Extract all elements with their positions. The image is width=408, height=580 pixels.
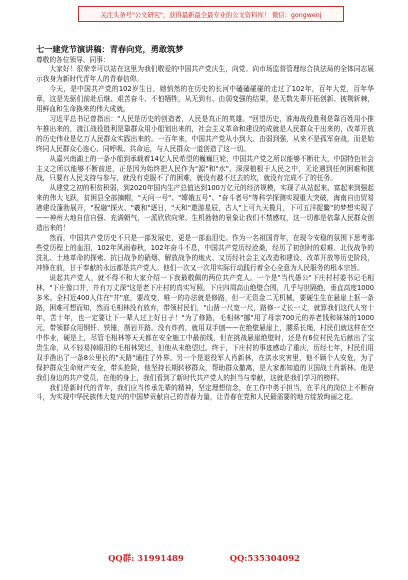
paragraph: 从嘉兴南湖上的一条小船到承载着14亿人民希望的巍巍巨轮，中国共产党之所以能够不断壮大，中国特色社会主义之所以能够不断前进，正是因为始终把人民作为"源"和"水"，深深植根于人民之中，无论遇到任何困难和挑战，只要有人民支持与参与，就没有克服不了的困难，就没有越不过去的坎，就没有完成不了的任务。 — [36, 154, 374, 183]
paragraph: 今天，是中国共产党的102岁生日，她悄然的在历史的长河中磕磕碰碰的走过了102年，百年大党，百年华章，这是先驱们前赴后继、艰苦奋斗、不怕牺牲，从无到有、由弱变强的结果，是无数先辈开拓创新、披荆斩棘，用鲜血和生命换来的伟大成就。 — [36, 84, 374, 113]
paragraph: 大家好！很荣幸可以站在这里为我们敬爱的中国共产党庆生，向党、向市场监督管理综合执法局的全体同志展示我身为新时代青年人的青春信仰。 — [36, 65, 374, 83]
paragraph: 我们是新时代的青年，我们应当传承先辈的精神，坚定理想信念，在工作中勇于担当，在平凡的岗位上不断奋斗，为实现中华民族伟大复兴的中国梦贡献自己的青春力量，让青春在党和人民最需要的地方绽放绚丽之花。 — [36, 383, 374, 402]
footer-qq-group[interactable]: QQ群: 31991489 — [108, 553, 184, 563]
salutation: 尊敬的各位领导、同事： — [36, 56, 110, 64]
paragraph: 从建党之初的积贫积弱，到2020年国内生产总值达到100万亿元的经济规模，实现了从站起来、富起来到强起来的伟大飞跃，贫困县全部摘帽，"天问一号"、"嫦娥五号"、"奋斗者号"等科学探测实现重大突破，海南自由贸易港建设蓬勃展开，"祝融"探火、"羲和"逐日，"天和"遨游星辰，古人"上可九天揽月，下可五洋捉鳖"的梦想实现了——神州大地自信自强、充满朝气，一派欣欣向荣、生机勃勃的景象让我们不禁感叹，这一切都是依靠人民群众创造出来的！ — [36, 184, 374, 233]
paragraph: 习近平总书记曾指出："人民是历史的创造者，人民是真正的英雄。"回望历史，准海战役胜利是靠百姓用小推车推出来的，渡江战役胜利是靠群众用小船划出来的，社会主义革命和建设的成就是人民群众干出来的，改革开放的历史伟业是亿万人民群众实践出来的。一百年来，中国共产党从小到大、由弱到强，从来不是孤军奋战，而是始终同人民群众心连心、同呼吸、共命运，与人民群众一道创造了这一切。 — [36, 114, 374, 153]
paragraph: 说起共产党人，就不得不和大家介绍一下我最敬佩的两位共产党人。一个是"当代愚公"下庄村村委书记毛相林，"下庄像口井，井有万丈深"这是老下庄村的真实写照。下庄四周高山绝壁合围，几乎与世隔绝，垂直高度1000多米。全村近400人住在"井"底，要改变，唯一的办法就是修路，但一无资金二无机械，要硬生生在悬崖上抠一条路，困难可想而知，然而毛相林没有放弃，带领村民们，"山凿一尺宽一尺，路修一丈长一丈，就算我们这代人穷十年，苦十年，也一定要让下一辈人过上好日子！"为了修路，毛相林"挪"用了母亲700元的养老钱和妹妹的1000元，带领群众用钢钎、铁锤，凿岩开路。没有炸药，就用双手刨——在绝壁悬崖上，腰系长绳，村民们就这样在空中作业，硬是上，尽管毛相林等天天都在安全施工中最前线，但在挑战悬崖绝壁时，还是有6位村民先后献出了宝贵生命，从不轻易掉眼泪的毛相林哭过，但他从未绝望过。终于，下庄村的事迹感动了重庆，历经七年，村民们用双手凿出了一条8公里长的"天路"通往了外界。另一个是退役军人肖新林，在洪水灾害里，他不顾个人安危，为了保护群众生命财产安全，带头抢险，他坚持长期转移群众，帮助群众撤离，是大家都知道的卫国战士肖新林。他是我们身边的共产党员，在他的身上，我们看到了新时代共产党人的担当与奉献，这就是我们学习的榜样。 — [36, 274, 374, 382]
paragraph: 然而，中国共产党历史不只是一部发展史，更是一部血泪史。作为一名祖国青年，在现今安稳的氛围下思考那些党历程上的血泪，102年风雨春秋，102年奋斗不息，中国共产党历经沧桑，经历了初创时的艰难、北伐战争的洗礼、土地革命的探索、抗日战争的硝烟、解放战争的炮火、又历经社会主义改造和建设、改革开放等历史阶段，冲锋在前，甘于奉献的永远都是共产党人。他们一次又一次用实际行动践行着全心全意为人民服务的根本宗旨。 — [36, 234, 374, 273]
footer-contact — [0, 551, 408, 565]
footer-qq[interactable]: QQ:535304092 — [229, 553, 300, 563]
promo-banner-text: 关注头条号"公文研究"，获得最新最全最专业的公文资料库！ 微信：gongwenj — [100, 11, 322, 19]
document-title: 七一建党节演讲稿：青春向党，勇敢筑梦 — [36, 44, 184, 54]
article-body — [36, 44, 374, 403]
promo-banner[interactable] — [78, 6, 344, 22]
